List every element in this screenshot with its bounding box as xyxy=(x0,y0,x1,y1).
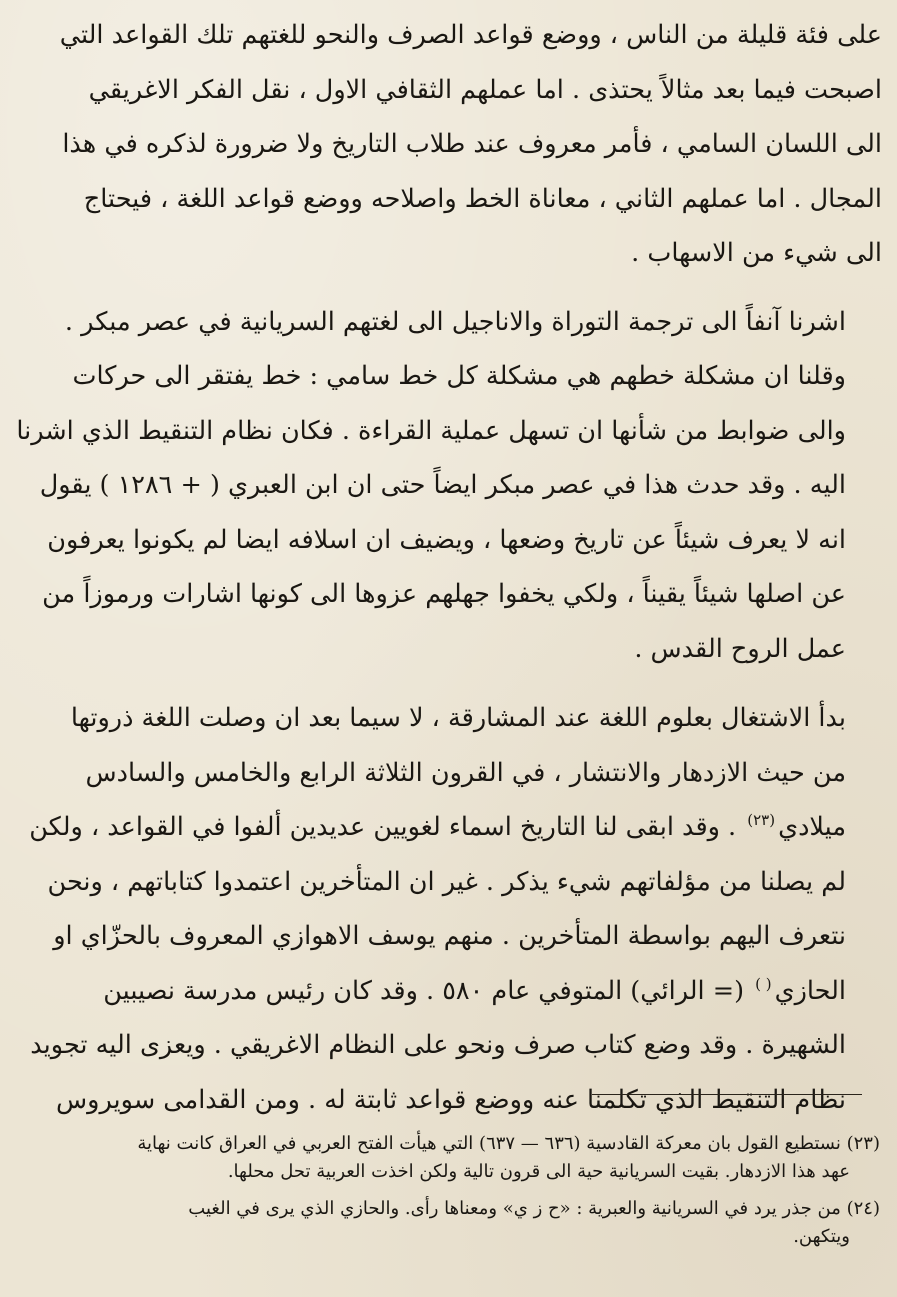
text-line: اصبحت فيما بعد مثالاً يحتذى . اما عملهم الثقافي الاول ، نقل الفكر الاغريقي xyxy=(88,74,882,105)
text-line xyxy=(103,976,846,1006)
text-line: الى شيء من الاسهاب . xyxy=(631,238,882,268)
footnote-reference-23: (٢٣) xyxy=(747,811,776,829)
text-line: من حيث الازدهار والانتشار ، في القرون الثلاثة الرابع والخامس والسادس xyxy=(85,757,846,788)
text-line: عمل الروح القدس . xyxy=(634,633,846,664)
text-line: نتعرف اليهم بواسطة المتأخرين . منهم يوسف الاهوازي المعروف بالحزّاي او xyxy=(53,921,846,951)
paragraph-2 xyxy=(16,295,882,677)
text-line: المجال . اما عملهم الثاني ، معاناة الخط واصلاحه ووضع قواعد اللغة ، فيحتاج xyxy=(83,183,882,214)
text-line: وقلنا ان مشكلة خطهم هي مشكلة كل خط سامي : خط يفتقر الى حركات xyxy=(72,361,846,391)
text-line: انه لا يعرف شيئاً عن تاريخ وضعها ، ويضيف ان اسلافه ايضا لم يكونوا يعرفون xyxy=(47,524,846,555)
text-fragment: . وقد ابقى لنا التاريخ اسماء لغويين عديدين ألفوا في القواعد ، ولكن xyxy=(29,812,745,842)
paragraph-1 xyxy=(16,8,882,281)
text-fragment: الحازي xyxy=(774,975,846,1006)
footnotes xyxy=(22,1130,880,1251)
paragraph-3 xyxy=(16,691,882,1127)
text-line: الى اللسان السامي ، فأمر معروف عند طلاب التاريخ ولا ضرورة لذكره في هذا xyxy=(62,129,882,159)
footnote-24 xyxy=(22,1195,880,1251)
text-line: لم يصلنا من مؤلفاتهم شيء يذكر . غير ان المتأخرين اعتمدوا كتاباتهم ، ونحن xyxy=(47,866,846,897)
text-fragment: ميلادي xyxy=(778,812,846,842)
footnote-divider xyxy=(592,1094,862,1095)
footnote-line: ويتكهن. xyxy=(793,1226,850,1247)
text-line: عن اصلها شيئاً يقيناً ، ولكي يخفوا جهلهم عزوها الى كونها اشارات ورموزاً من xyxy=(42,579,846,609)
footnote-line: (٢٣) نستطيع القول بان معركة القادسية (٦٣٦ — ٦٣٧) التي هيأت الفتح العربي في العراق كانت نهاية xyxy=(137,1133,880,1154)
footnote-reference-24: ( ) xyxy=(755,974,772,993)
text-fragment: (= الرائي) المتوفي عام ٥٨٠ . وقد كان رئيس مدرسة نصيبين xyxy=(103,975,753,1006)
footnote-23 xyxy=(22,1130,880,1186)
text-line: والى ضوابط من شأنها ان تسهل عملية القراءة . فكان نظام التنقيط الذي اشرنا xyxy=(16,415,846,446)
text-line: الشهيرة . وقد وضع كتاب صرف ونحو على النظام الاغريقي . ويعزى اليه تجويد xyxy=(30,1030,846,1060)
text-line: اليه . وقد حدث هذا في عصر مبكر ايضاً حتى ان ابن العبري ( + ١٢٨٦ ) يقول xyxy=(39,470,846,500)
text-line xyxy=(29,812,846,842)
text-line: نظام التنقيط الذي تكلمنا عنه ووضع قواعد ثابتة له . ومن القدامى سويروس xyxy=(56,1084,846,1115)
text-line: بدأ الاشتغال بعلوم اللغة عند المشارقة ، لا سيما بعد ان وصلت اللغة ذروتها xyxy=(70,703,846,733)
footnote-line: عهد هذا الازدهار. بقيت السريانية حية الى قرون تالية ولكن اخذت العربية تحل محلها. xyxy=(227,1161,850,1182)
text-line: على فئة قليلة من الناس ، ووضع قواعد الصرف والنحو للغتهم تلك القواعد التي xyxy=(59,20,882,50)
body-text xyxy=(16,8,882,1127)
footnote-line: (٢٤) من جذر يرد في السريانية والعبرية : «ح ز ي» ومعناها رأى. والحازي الذي يرى في الغيب xyxy=(188,1198,880,1219)
text-line: اشرنا آنفاً الى ترجمة التوراة والاناجيل الى لغتهم السريانية في عصر مبكر . xyxy=(64,306,846,337)
